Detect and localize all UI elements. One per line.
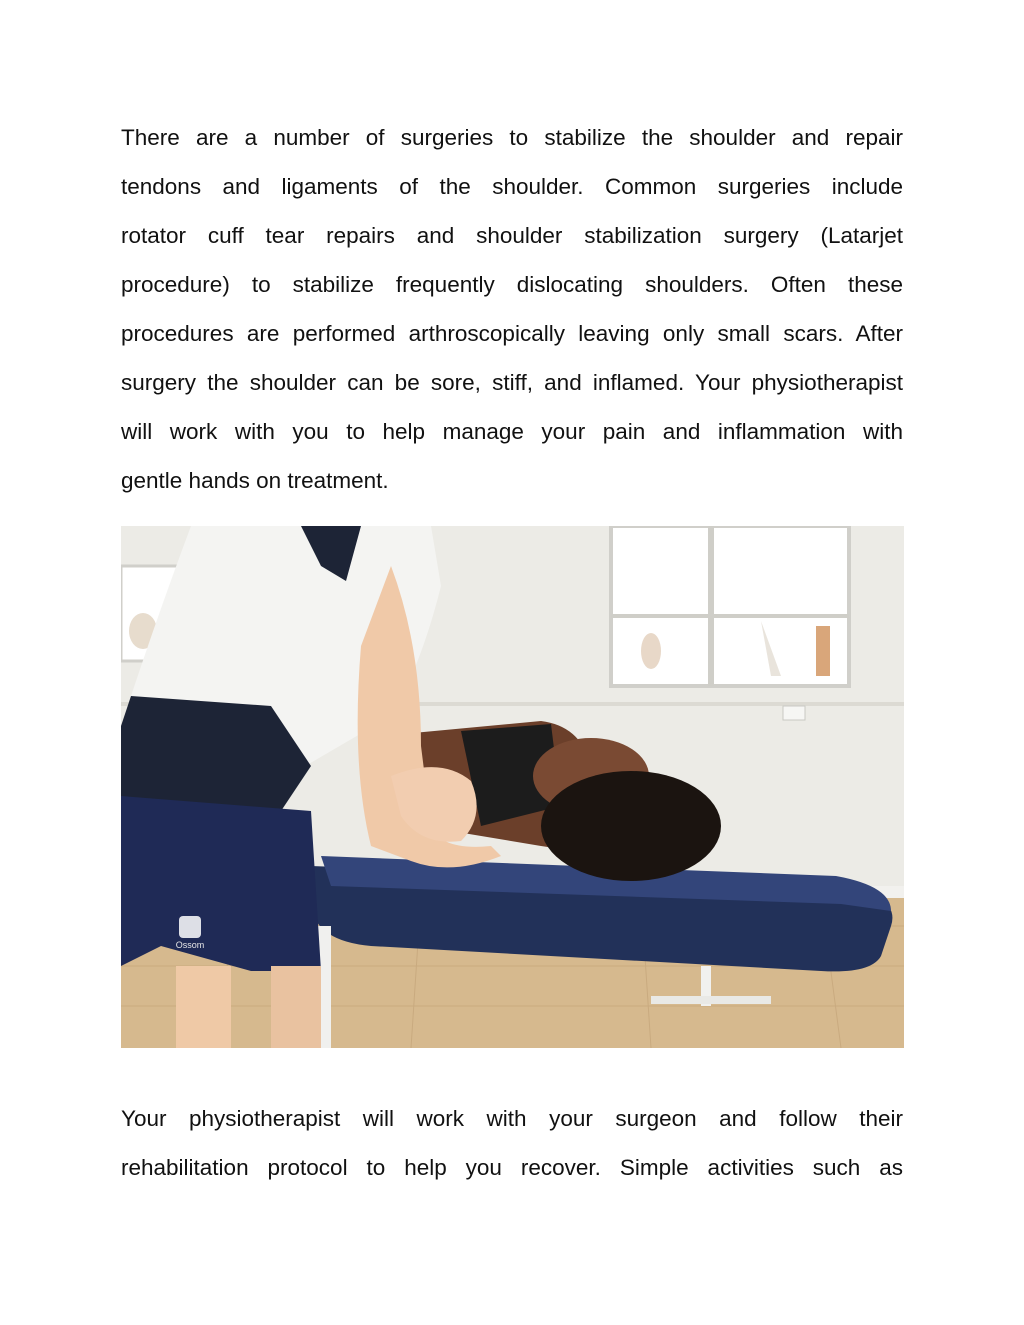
- text-line: rotator cuff tear repairs and shoulder stabilization surgery (Latarjet: [121, 223, 903, 248]
- text-line: procedures are performed arthroscopically leaving only small scars. After: [121, 321, 903, 346]
- text-line: rehabilitation protocol to help you recover. Simple activities such as: [121, 1155, 903, 1180]
- intro-paragraph: [121, 113, 903, 505]
- physiotherapy-photo: [121, 526, 904, 1048]
- rehab-paragraph: [121, 1094, 903, 1192]
- text-line: There are a number of surgeries to stabilize the shoulder and repair: [121, 125, 903, 150]
- text-line: tendons and ligaments of the shoulder. Common surgeries include: [121, 174, 903, 199]
- text-line: will work with you to help manage your pain and inflammation with: [121, 419, 903, 444]
- text-line: surgery the shoulder can be sore, stiff, and inflamed. Your physiotherapist: [121, 370, 903, 395]
- text-line: Your physiotherapist will work with your surgeon and follow their: [121, 1106, 903, 1131]
- text-line: gentle hands on treatment.: [121, 468, 389, 493]
- text-line: procedure) to stabilize frequently dislocating shoulders. Often these: [121, 272, 903, 297]
- shorts-logo-text: Ossom: [175, 940, 205, 950]
